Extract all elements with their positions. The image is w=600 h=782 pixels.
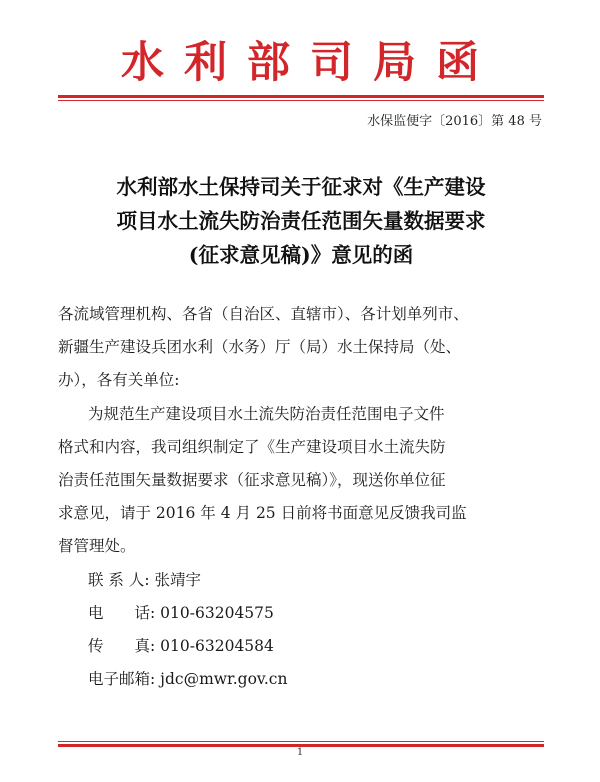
- addressee-line: 各流域管理机构、各省（自治区、直辖市）、各计划单列市、: [58, 305, 469, 323]
- body-line: 格式和内容，我司组织制定了《生产建设项目水土流失防: [58, 438, 446, 456]
- body-paragraph: [58, 398, 544, 563]
- addressee-line: 新疆生产建设兵团水利（水务）厅（局）水土保持局（处、: [58, 338, 462, 356]
- contact-fax-value: 010-63204584: [160, 637, 274, 655]
- title-line: (征求意见稿)》意见的函: [188, 243, 414, 267]
- contact-fax-label: 传 真:: [88, 637, 156, 655]
- title-line: 水利部水土保持司关于征求对《生产建设: [116, 175, 486, 199]
- addressee: [58, 298, 544, 397]
- document-title: [58, 170, 544, 272]
- footer-rule-thin: [58, 741, 544, 742]
- page-number: [0, 747, 600, 758]
- document-number: 水保监便字〔2016〕第 48 号: [367, 114, 542, 129]
- contact-person-label: 联 系 人:: [88, 571, 150, 589]
- letterhead-rule-thick: [58, 95, 544, 98]
- letterhead-rule-thin: [58, 100, 544, 101]
- contact-person-row: [88, 564, 287, 597]
- body-line: 治责任范围矢量数据要求（征求意见稿）》，现送你单位征: [58, 471, 446, 489]
- contact-fax-row: [88, 630, 287, 663]
- page-number-text: 1: [293, 747, 307, 758]
- contact-phone-label: 电 话:: [88, 604, 156, 622]
- contact-email-row: [88, 663, 287, 696]
- contact-block: [88, 564, 287, 696]
- contact-person-value: 张靖宇: [154, 571, 202, 589]
- addressee-line: 办），各有关单位:: [58, 371, 180, 389]
- title-line: 项目水土流失防治责任范围矢量数据要求: [116, 209, 486, 233]
- letterhead-title: 水利部司局函: [121, 38, 499, 88]
- body-line: 督管理处。: [58, 537, 136, 555]
- contact-email-label: 电子邮箱:: [88, 670, 156, 688]
- contact-phone-value: 010-63204575: [160, 604, 274, 622]
- contact-email-value: jdc@mwr.gov.cn: [160, 670, 288, 688]
- contact-phone-row: [88, 597, 287, 630]
- body-line: 求意见，请于 2016 年 4 月 25 日前将书面意见反馈我司监: [58, 504, 467, 522]
- body-line: 为规范生产建设项目水土流失防治责任范围电子文件: [88, 405, 445, 423]
